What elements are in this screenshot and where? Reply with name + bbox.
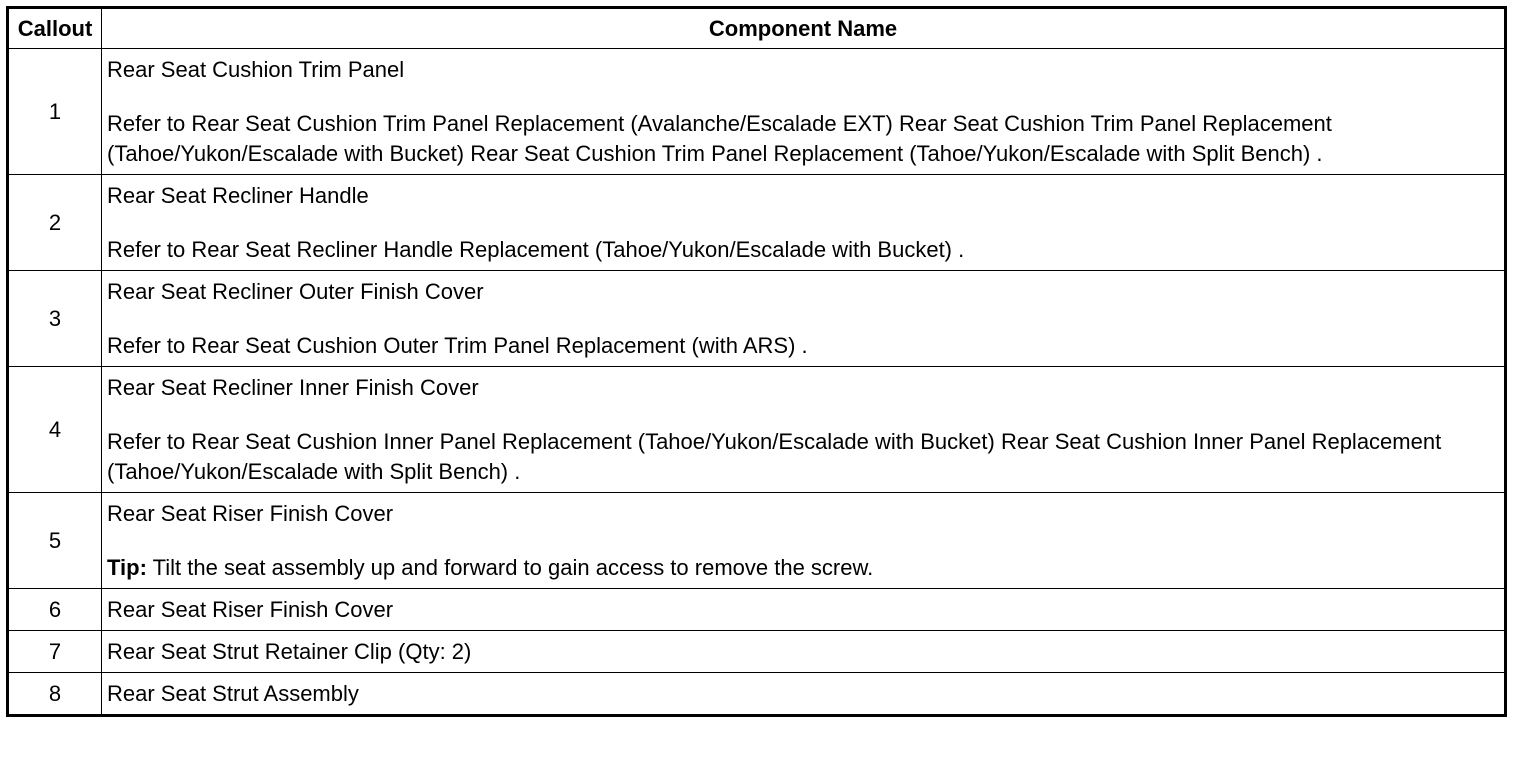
component-note: Refer to Rear Seat Recliner Handle Replacement (Tahoe/Yukon/Escalade with Bucket) .: [107, 237, 965, 262]
component-name: Rear Seat Strut Assembly: [107, 681, 359, 706]
tip-note: [107, 553, 1498, 583]
callout-number: 2: [8, 175, 102, 271]
component-note: Refer to Rear Seat Cushion Trim Panel Replacement (Avalanche/Escalade EXT) Rear Seat Cushion Trim Panel Replacement (Tahoe/Yukon/Escalade with Bucket) Rear Seat Cushion Trim Panel Replacement (Tahoe/Yukon/Escalade with Split Bench) .: [107, 111, 1332, 166]
component-cell: [102, 49, 1506, 175]
callout-number: 4: [8, 367, 102, 493]
table-row: [8, 493, 1506, 589]
callout-number: 1: [8, 49, 102, 175]
table-row: [8, 175, 1506, 271]
tip-text: Tilt the seat assembly up and forward to gain access to remove the screw.: [146, 555, 874, 580]
component-name: Rear Seat Recliner Inner Finish Cover: [107, 375, 479, 400]
component-name: Rear Seat Cushion Trim Panel: [107, 57, 405, 82]
callout-number: 5: [8, 493, 102, 589]
component-note: Refer to Rear Seat Cushion Outer Trim Panel Replacement (with ARS) .: [107, 333, 808, 358]
component-cell: [102, 493, 1506, 589]
component-table: [6, 6, 1507, 717]
callout-column-header: Callout: [8, 8, 102, 49]
table-row: [8, 271, 1506, 367]
component-name: Rear Seat Recliner Handle: [107, 183, 369, 208]
component-cell: [102, 673, 1506, 716]
component-name: Rear Seat Strut Retainer Clip (Qty: 2): [107, 639, 472, 664]
table-row: [8, 631, 1506, 673]
callout-number: 3: [8, 271, 102, 367]
component-name-column-header: Component Name: [102, 8, 1506, 49]
table-row: [8, 49, 1506, 175]
callout-number: 6: [8, 589, 102, 631]
component-name: Rear Seat Riser Finish Cover: [107, 501, 394, 526]
table-header-row: [8, 8, 1506, 49]
component-cell: [102, 367, 1506, 493]
component-cell: [102, 589, 1506, 631]
callout-number: 8: [8, 673, 102, 716]
component-name: Rear Seat Riser Finish Cover: [107, 597, 394, 622]
callout-number: 7: [8, 631, 102, 673]
tip-label: Tip:: [107, 555, 147, 580]
table-row: [8, 673, 1506, 716]
component-cell: [102, 175, 1506, 271]
table-row: [8, 367, 1506, 493]
component-note: Refer to Rear Seat Cushion Inner Panel Replacement (Tahoe/Yukon/Escalade with Bucket) Rear Seat Cushion Inner Panel Replacement (Tahoe/Yukon/Escalade with Split Bench) .: [107, 429, 1442, 484]
table-row: [8, 589, 1506, 631]
component-name: Rear Seat Recliner Outer Finish Cover: [107, 279, 484, 304]
component-cell: [102, 271, 1506, 367]
component-cell: [102, 631, 1506, 673]
